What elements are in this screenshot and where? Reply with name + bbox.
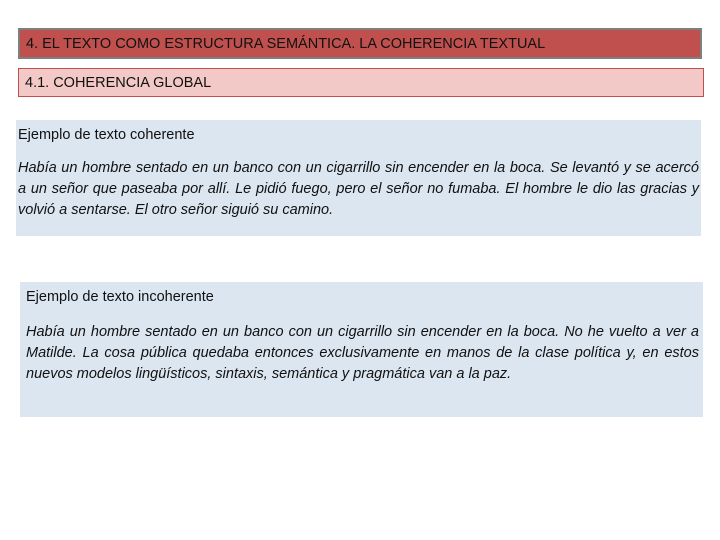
incoherent-example-heading: Ejemplo de texto incoherente: [26, 289, 214, 305]
coherent-example-box: [16, 120, 701, 236]
subsection-title-bar: [18, 68, 704, 97]
subsection-title: 4.1. COHERENCIA GLOBAL: [25, 74, 212, 91]
incoherent-example-box: [20, 282, 703, 417]
section-title: 4. EL TEXTO COMO ESTRUCTURA SEMÁNTICA. LA COHERENCIA TEXTUAL: [26, 35, 546, 52]
coherent-example-heading: Ejemplo de texto coherente: [18, 127, 195, 143]
coherent-example-text: Había un hombre sentado en un banco con un cigarrillo sin encender en la boca. Se levantó y se acercó a un señor que paseaba por allí. Le pidió fuego, pero el señor no fumaba. El hombre le dio las gracias y volvió a sentarse. El otro señor siguió su camino.: [18, 160, 699, 218]
incoherent-example-text: Había un hombre sentado en un banco con un cigarrillo sin encender en la boca. No he vuelto a ver a Matilde. La cosa pública quedaba entonces exclusivamente en manos de la clase política y, en estos nuevos modelos lingüísticos, sintaxis, semántica y pragmática van a la paz.: [26, 324, 699, 382]
section-title-bar: [18, 28, 702, 59]
